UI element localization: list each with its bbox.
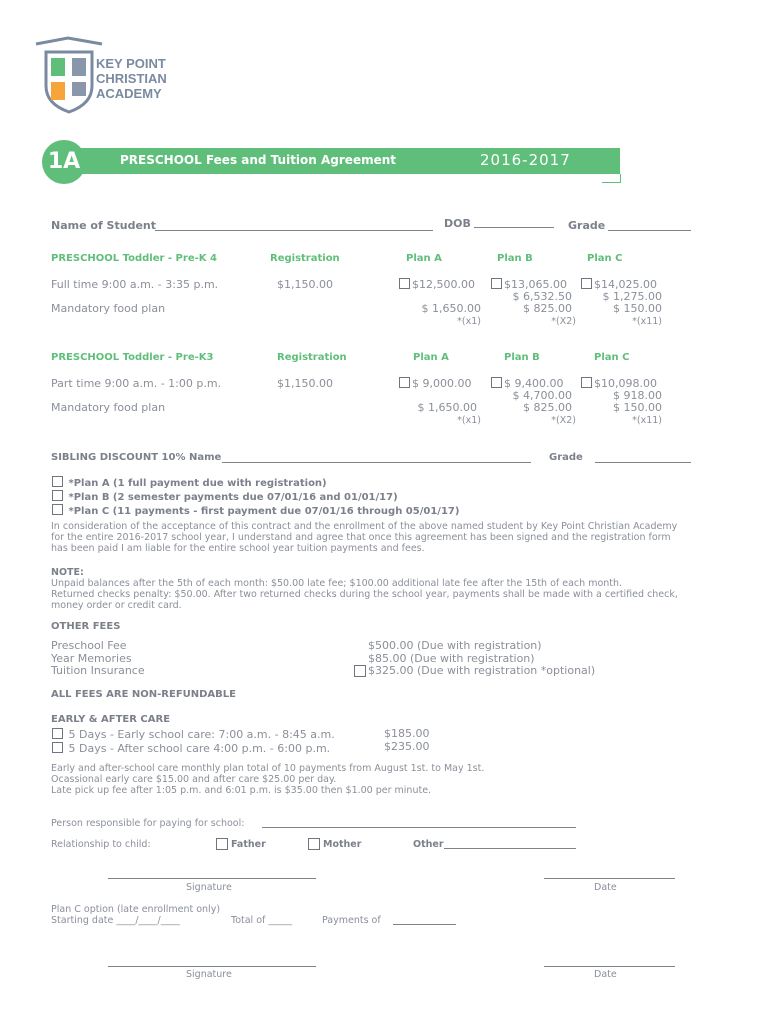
prek4-plan-b-food: $ 825.00 xyxy=(523,302,572,315)
prek3-registration-fee: $1,150.00 xyxy=(277,377,333,390)
prek3-registration-header: Registration xyxy=(277,352,347,363)
non-refundable-notice: ALL FEES ARE NON-REFUNDABLE xyxy=(51,689,236,700)
school-logo xyxy=(34,36,194,116)
prek4-plan-b-multiplier: *(X2) xyxy=(551,316,576,327)
early-after-care-label: EARLY & AFTER CARE xyxy=(51,714,171,725)
responsible-field[interactable] xyxy=(262,827,576,828)
total-of-field[interactable]: Total of _____ xyxy=(231,915,293,926)
early-care-checkbox[interactable] xyxy=(52,728,63,739)
form-title: PRESCHOOL Fees and Tuition Agreement xyxy=(120,153,396,167)
after-care-text: 5 Days - After school care 4:00 p.m. - 6:00 p.m. xyxy=(68,741,331,755)
other-fee-value: $85.00 (Due with registration) xyxy=(368,651,535,665)
prek4-plan-b-checkbox[interactable] xyxy=(491,278,502,289)
prek3-plan-a-amount: $ 9,000.00 xyxy=(412,377,472,390)
signature-field-2[interactable] xyxy=(108,966,316,967)
prek3-parttime-label: Part time 9:00 a.m. - 1:00 p.m. xyxy=(51,377,222,390)
plan-a-option[interactable] xyxy=(52,476,459,490)
sibling-discount-label: SIBLING DISCOUNT 10% Name xyxy=(51,452,222,463)
after-care-option[interactable] xyxy=(52,742,335,756)
father-label: Father xyxy=(231,839,266,850)
signature-label-1: Signature xyxy=(186,882,232,893)
plan-c-checkbox[interactable] xyxy=(52,504,63,515)
prek4-plan-c-amount: $14,025.00 xyxy=(594,278,657,291)
early-care-text: 5 Days - Early school care: 7:00 a.m. - 8:45 a.m. xyxy=(68,728,335,741)
signature-label-2: Signature xyxy=(186,969,232,980)
plan-a-text: *Plan A (1 full payment due with registration) xyxy=(68,478,327,489)
other-fees-label: OTHER FEES xyxy=(51,621,121,632)
payments-of-label: Payments of xyxy=(322,915,381,926)
mother-label: Mother xyxy=(323,839,362,850)
prek4-plan-a-multiplier: *(x1) xyxy=(457,316,481,327)
prek4-plan-c-food: $ 150.00 xyxy=(613,302,662,315)
after-care-checkbox[interactable] xyxy=(52,742,63,753)
responsible-label: Person responsible for paying for school: xyxy=(51,818,245,829)
shield-cross-icon xyxy=(34,36,104,116)
prek3-plan-c-food: $ 150.00 xyxy=(613,401,662,414)
dob-field[interactable] xyxy=(474,227,554,228)
prek3-plan-a-header: Plan A xyxy=(413,352,449,363)
prek3-plan-b-amount: $ 9,400.00 xyxy=(504,377,564,390)
other-label: Other xyxy=(413,839,444,850)
date-field-1[interactable] xyxy=(544,878,675,879)
prek3-plan-c-monthly: $ 918.00 xyxy=(613,389,662,402)
father-checkbox[interactable] xyxy=(216,838,228,850)
other-relationship-field[interactable] xyxy=(444,848,576,849)
prek3-food-label: Mandatory food plan xyxy=(51,401,166,414)
prek3-plan-b-header: Plan B xyxy=(504,352,540,363)
form-banner xyxy=(42,140,582,188)
date-label-1: Date xyxy=(594,882,617,893)
prek3-plan-c-checkbox[interactable] xyxy=(581,377,592,388)
starting-date-field[interactable]: Starting date ____/____/____ xyxy=(51,915,180,926)
prek4-plan-b-semester: $ 6,532.50 xyxy=(512,290,572,303)
prek3-plan-a-multiplier: *(x1) xyxy=(457,415,481,426)
logo-line-2: CHRISTIAN xyxy=(96,71,167,86)
prek3-plan-b-checkbox[interactable] xyxy=(491,377,502,388)
note-line: money order or credit card. xyxy=(51,600,182,611)
after-care-price: $235.00 xyxy=(384,739,430,753)
note-section xyxy=(51,567,678,611)
logo-line-1: KEY POINT xyxy=(96,56,166,71)
note-line: Returned checks penalty: $50.00. After two returned checks during the school year, payments shall be made with a certified check, xyxy=(51,589,678,600)
prek4-plan-b-header: Plan B xyxy=(497,253,533,264)
date-field-2[interactable] xyxy=(544,966,675,967)
early-care-price: $185.00 xyxy=(384,727,430,740)
prek3-plan-b-multiplier: *(X2) xyxy=(551,415,576,426)
prek3-plan-b-semester: $ 4,700.00 xyxy=(512,389,572,402)
signature-field-1[interactable] xyxy=(108,878,316,879)
prek3-plan-c-amount: $10,098.00 xyxy=(594,377,657,390)
plan-c-text: *Plan C (11 payments - first payment due 07/01/16 through 05/01/17) xyxy=(68,506,460,517)
student-name-label: Name of Student xyxy=(51,219,156,232)
note-label: NOTE: xyxy=(51,567,84,578)
prek4-plan-c-header: Plan C xyxy=(587,253,623,264)
sibling-name-field[interactable] xyxy=(222,462,531,463)
other-fee-name: Preschool Fee xyxy=(51,639,127,652)
sibling-grade-label: Grade xyxy=(549,452,583,463)
prek4-plan-c-checkbox[interactable] xyxy=(581,278,592,289)
prek4-plan-a-header: Plan A xyxy=(406,253,442,264)
prek4-header: PRESCHOOL Toddler - Pre-K 4 xyxy=(51,253,217,264)
note-line: Unpaid balances after the 5th of each month: $50.00 late fee; $100.00 additional late fee after the 15th of each month. xyxy=(51,578,623,589)
prek3-plan-a-checkbox[interactable] xyxy=(399,377,410,388)
plan-c-option[interactable] xyxy=(52,504,459,518)
prek4-registration-fee: $1,150.00 xyxy=(277,278,333,291)
other-fee-value: $325.00 (Due with registration *optional) xyxy=(368,664,596,677)
prek4-food-label: Mandatory food plan xyxy=(51,302,166,315)
prek4-plan-b-amount: $13,065.00 xyxy=(504,278,567,291)
prek4-fulltime-label: Full time 9:00 a.m. - 3:35 p.m. xyxy=(51,278,219,291)
student-name-field[interactable] xyxy=(155,230,433,231)
prek4-plan-c-multiplier: *(x11) xyxy=(632,316,662,327)
relationship-label: Relationship to child: xyxy=(51,839,151,850)
prek3-plan-c-header: Plan C xyxy=(594,352,630,363)
mother-checkbox[interactable] xyxy=(308,838,320,850)
other-fee-name: Tuition Insurance xyxy=(51,664,145,677)
prek3-plan-c-multiplier: *(x11) xyxy=(632,415,662,426)
consideration-line: has been paid I am liable for the entire school year tuition payments and fees. xyxy=(51,543,425,554)
prek3-plan-a-food: $ 1,650.00 xyxy=(417,401,477,414)
sibling-grade-field[interactable] xyxy=(595,462,691,463)
consideration-paragraph xyxy=(51,521,677,554)
consideration-line: In consideration of the acceptance of this contract and the enrollment of the above named student by Key Point Christian Academy xyxy=(51,521,678,532)
prek4-plan-c-monthly: $ 1,275.00 xyxy=(602,290,662,303)
prek3-header: PRESCHOOL Toddler - Pre-K3 xyxy=(51,352,214,363)
tuition-insurance-checkbox[interactable] xyxy=(354,665,366,677)
logo-line-3: ACADEMY xyxy=(96,86,162,101)
early-care-option[interactable] xyxy=(52,728,335,742)
grade-label: Grade xyxy=(568,219,606,232)
other-fee-value: $500.00 (Due with registration) xyxy=(368,639,542,652)
prek4-plan-a-food: $ 1,650.00 xyxy=(421,302,481,315)
care-detail-line: Ocassional early care $15.00 and after care $25.00 per day. xyxy=(51,774,337,785)
plan-b-checkbox[interactable] xyxy=(52,490,63,501)
date-label-2: Date xyxy=(594,969,617,980)
plan-a-checkbox[interactable] xyxy=(52,476,63,487)
consideration-line: for the entire 2016-2017 school year, I understand and agree that once this agreement has been signed and the registration form xyxy=(51,532,671,543)
prek4-plan-a-checkbox[interactable] xyxy=(399,278,410,289)
care-detail-line: Early and after-school care monthly plan total of 10 payments from August 1st. to May 1st. xyxy=(51,763,485,774)
prek4-plan-a-amount: $12,500.00 xyxy=(412,278,475,291)
other-fee-name: Year Memories xyxy=(51,651,132,665)
form-badge: 1A xyxy=(42,140,86,184)
prek3-plan-b-food: $ 825.00 xyxy=(523,401,572,414)
care-details xyxy=(51,763,484,796)
payments-of-field[interactable] xyxy=(393,924,456,925)
plan-b-text: *Plan B (2 semester payments due 07/01/16 and 01/01/17) xyxy=(68,492,398,503)
school-year: 2016-2017 xyxy=(480,151,571,169)
plan-b-option[interactable] xyxy=(52,490,459,504)
care-detail-line: Late pick up fee after 1:05 p.m. and 6:01 p.m. is $35.00 then $1.00 per minute. xyxy=(51,785,432,796)
prek4-registration-header: Registration xyxy=(270,253,340,264)
plan-c-option-label: Plan C option (late enrollment only) xyxy=(51,904,221,915)
grade-field[interactable] xyxy=(608,230,691,231)
dob-label: DOB xyxy=(444,217,471,230)
